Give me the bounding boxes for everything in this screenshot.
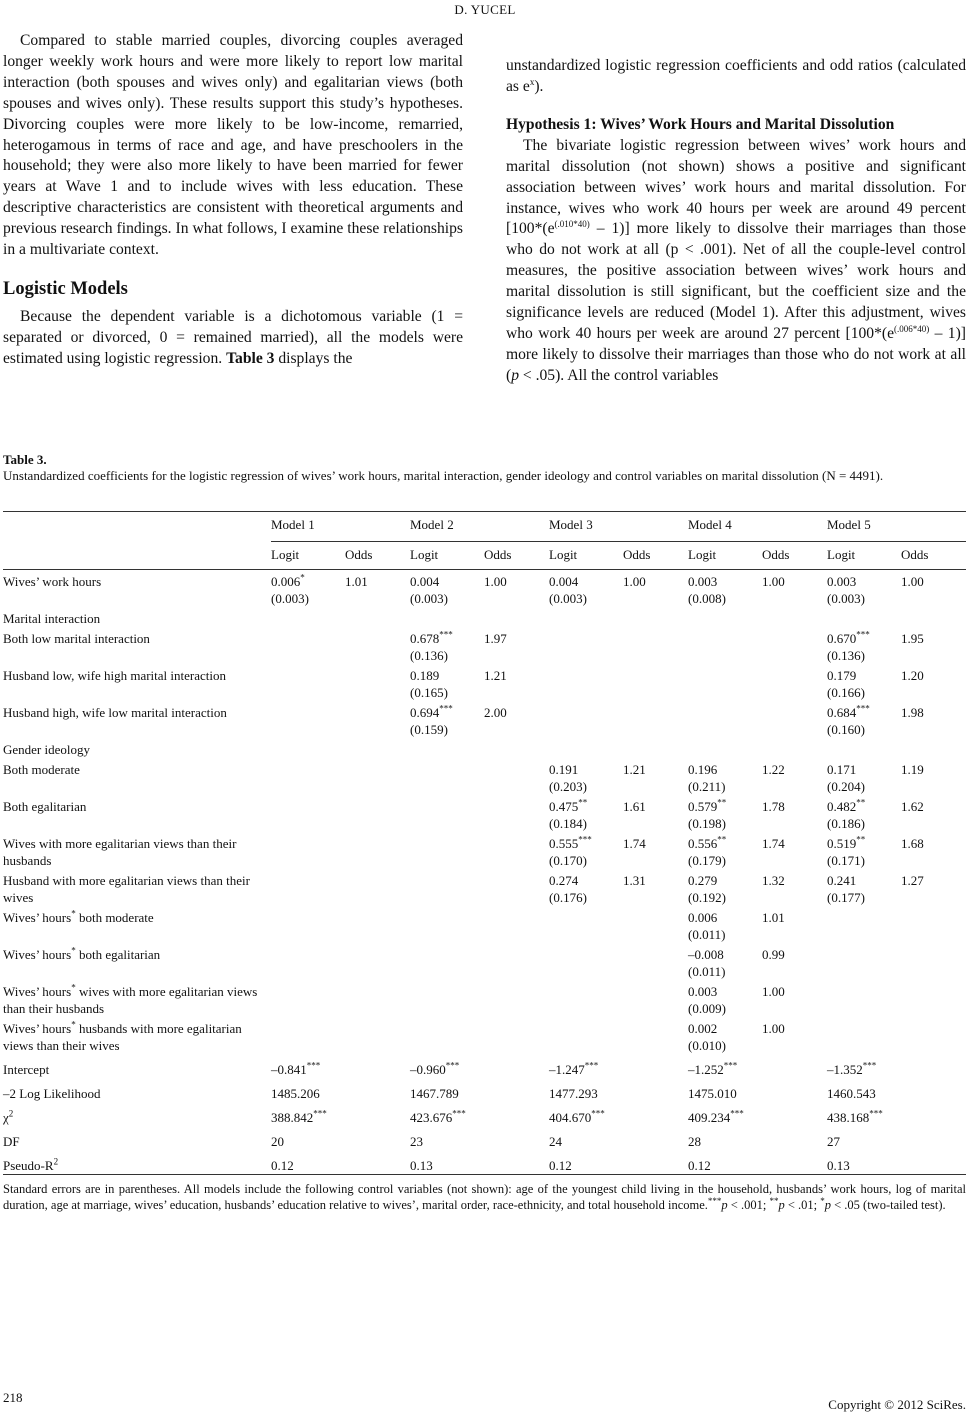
stats-row bbox=[3, 1150, 966, 1175]
table-row bbox=[3, 664, 966, 701]
row-label: DF bbox=[3, 1134, 20, 1149]
logit-cell bbox=[549, 738, 623, 758]
table-description: Unstandardized coefficients for the logistic regression of wives’ work hours, marital interaction, gender ideology and control variables on marital dissolution (N = 4491). bbox=[3, 468, 884, 483]
table-row bbox=[3, 607, 966, 627]
odds-cell bbox=[762, 664, 827, 701]
table-row bbox=[3, 758, 966, 795]
section-title: Logistic Models bbox=[3, 278, 128, 299]
stat-cell: –1.352*** bbox=[827, 1060, 877, 1077]
odds-cell bbox=[345, 701, 410, 738]
model-header: Model 4 bbox=[688, 512, 827, 542]
stat-cell: 1467.789 bbox=[410, 1086, 459, 1101]
odds-cell bbox=[901, 906, 966, 943]
odds-cell: 1.00 bbox=[623, 574, 646, 589]
table-row bbox=[3, 832, 966, 869]
logit-cell: 0.684*** (0.160) bbox=[827, 703, 870, 737]
odds-cell bbox=[345, 627, 410, 664]
logit-cell bbox=[827, 607, 901, 627]
logit-cell bbox=[271, 738, 345, 758]
logit-cell: 0.670*** (0.136) bbox=[827, 629, 870, 663]
logit-cell bbox=[827, 906, 901, 943]
paragraph: unstandardized logistic regression coefficients and odd ratios (calculated as $e^x$). bbox=[506, 57, 966, 95]
logit-cell bbox=[549, 627, 623, 664]
logit-cell: 0.004 (0.003) bbox=[549, 574, 587, 606]
stat-blank bbox=[762, 1078, 827, 1102]
logit-cell bbox=[827, 738, 901, 758]
odds-cell: 1.68 bbox=[901, 836, 924, 851]
logit-cell bbox=[827, 980, 901, 1017]
model-header: Model 2 bbox=[410, 512, 549, 542]
model-header: Model 3 bbox=[549, 512, 688, 542]
odds-cell: 1.31 bbox=[623, 873, 646, 888]
logit-cell bbox=[271, 627, 345, 664]
odds-cell bbox=[623, 738, 688, 758]
odds-cell bbox=[484, 869, 549, 906]
logit-cell bbox=[271, 795, 345, 832]
stat-cell: 1485.206 bbox=[271, 1086, 320, 1101]
odds-cell: 1.21 bbox=[484, 668, 507, 683]
logit-cell: 0.694*** (0.159) bbox=[410, 703, 453, 737]
odds-cell bbox=[484, 832, 549, 869]
odds-cell bbox=[345, 869, 410, 906]
odds-cell: 1.78 bbox=[762, 799, 785, 814]
odds-cell: 1.00 bbox=[762, 984, 785, 999]
stat-cell: –1.247*** bbox=[549, 1060, 599, 1077]
logit-cell: 0.006* (0.003) bbox=[271, 572, 309, 606]
logit-cell: 0.003 (0.003) bbox=[827, 574, 865, 606]
odds-cell bbox=[484, 906, 549, 943]
logit-cell: 0.006 (0.011) bbox=[688, 910, 726, 942]
paragraph: The bivariate logistic regression between wives’ work hours and marital dissolution (not shown) shows a positive and significant association between wives’ work hours and marital dissolution. For instance, wives who work 40 hours per week are around 49 percent $[100*(e^{(.010*40)} - 1)]$ more likely to dissolve their marriages than those who do not work at all (p < .001). Net of all the couple-level control measures, the positive association between wives’ work hours and marital dissolution is still significant, but the coefficient size and the significance levels are reduced (Model 1). After this adjustment, wives who work 40 hours per week are around 27 percent $[100*(e^{(.006*40)} - 1)]$ more likely to dissolve their marriages than those who do not work at all (p < .05). All the control variables bbox=[506, 136, 966, 384]
stat-blank bbox=[484, 1102, 549, 1126]
stat-blank bbox=[345, 1054, 410, 1078]
logit-cell bbox=[271, 832, 345, 869]
odds-cell: 1.22 bbox=[762, 762, 785, 777]
logit-cell bbox=[271, 906, 345, 943]
table-row bbox=[3, 701, 966, 738]
logit-cell bbox=[549, 980, 623, 1017]
stat-cell: 28 bbox=[688, 1134, 701, 1149]
odds-cell: 1.21 bbox=[623, 762, 646, 777]
odds-cell bbox=[762, 627, 827, 664]
logit-cell bbox=[410, 795, 484, 832]
logit-cell bbox=[271, 664, 345, 701]
odds-cell bbox=[901, 980, 966, 1017]
regression-table bbox=[3, 511, 966, 1213]
table-row bbox=[3, 943, 966, 980]
row-label: Both low marital interaction bbox=[3, 631, 150, 646]
odds-cell bbox=[901, 607, 966, 627]
stat-cell: 23 bbox=[410, 1134, 423, 1149]
logit-cell bbox=[271, 869, 345, 906]
table-row bbox=[3, 795, 966, 832]
logit-header: Logit bbox=[549, 542, 623, 570]
logit-cell bbox=[410, 869, 484, 906]
logit-cell bbox=[688, 627, 762, 664]
odds-header: Odds bbox=[762, 542, 827, 570]
odds-cell bbox=[623, 980, 688, 1017]
model-header: Model 5 bbox=[827, 512, 966, 542]
odds-cell bbox=[484, 943, 549, 980]
header-blank bbox=[3, 542, 271, 570]
odds-cell: 1.98 bbox=[901, 705, 924, 720]
logit-cell bbox=[410, 758, 484, 795]
odds-cell: 1.01 bbox=[345, 574, 368, 589]
stat-cell: 0.12 bbox=[688, 1158, 711, 1173]
odds-cell: 1.27 bbox=[901, 873, 924, 888]
stat-blank bbox=[345, 1150, 410, 1175]
logit-cell bbox=[410, 607, 484, 627]
odds-cell: 1.00 bbox=[901, 574, 924, 589]
odds-cell bbox=[623, 627, 688, 664]
stat-cell: –0.841*** bbox=[271, 1060, 321, 1077]
stat-cell: 388.842*** bbox=[271, 1108, 327, 1125]
odds-cell: 1.97 bbox=[484, 631, 507, 646]
row-label: Intercept bbox=[3, 1062, 50, 1077]
logit-cell bbox=[410, 832, 484, 869]
table-note: Standard errors are in parentheses. All models include the following control variables (not shown): age of the youngest child living in the household, husbands’ work hours, log of marital duration, age at marriage, wives’ education, husbands’ education relative to wives’, marital order, race-ethnicity, and total household income.***p < .001; **p < .01; *p < .05 (two-tailed test). bbox=[3, 1175, 966, 1214]
stat-blank bbox=[901, 1102, 966, 1126]
table-row bbox=[3, 627, 966, 664]
table-row bbox=[3, 738, 966, 758]
odds-cell: 1.01 bbox=[762, 910, 785, 925]
odds-cell bbox=[484, 607, 549, 627]
odds-cell: 1.00 bbox=[762, 574, 785, 589]
logit-cell bbox=[410, 906, 484, 943]
odds-cell bbox=[345, 943, 410, 980]
row-label: Wives’ hours* both moderate bbox=[3, 908, 154, 925]
stat-blank bbox=[484, 1150, 549, 1175]
logit-cell bbox=[688, 701, 762, 738]
copyright-notice: Copyright © 2012 SciRes. bbox=[828, 1397, 966, 1412]
stat-blank bbox=[623, 1150, 688, 1175]
logit-cell bbox=[271, 1017, 345, 1054]
logit-cell: 0.196 (0.211) bbox=[688, 762, 726, 794]
logit-cell bbox=[827, 943, 901, 980]
logit-header: Logit bbox=[271, 542, 345, 570]
odds-cell: 1.00 bbox=[484, 574, 507, 589]
logit-cell bbox=[271, 943, 345, 980]
left-column bbox=[3, 31, 463, 370]
odds-cell: 1.32 bbox=[762, 873, 785, 888]
stat-cell: 423.676*** bbox=[410, 1108, 466, 1125]
hypothesis-heading: Hypothesis 1: Wives’ Work Hours and Marital Dissolution bbox=[506, 115, 895, 133]
odds-cell bbox=[345, 738, 410, 758]
logit-cell bbox=[549, 701, 623, 738]
stat-blank bbox=[623, 1126, 688, 1150]
logit-cell: 0.579** (0.198) bbox=[688, 797, 727, 831]
odds-cell: 1.00 bbox=[762, 1021, 785, 1036]
stat-cell: 24 bbox=[549, 1134, 562, 1149]
stat-blank bbox=[901, 1078, 966, 1102]
odds-cell bbox=[484, 758, 549, 795]
row-label: $\chi^2$ bbox=[3, 1108, 14, 1125]
odds-cell bbox=[623, 664, 688, 701]
logit-cell: 0.482** (0.186) bbox=[827, 797, 866, 831]
paragraph: Compared to stable married couples, divorcing couples averaged longer weekly work hours and were more likely to report low marital interaction (both spouses and wives only) and egalitarian views (both spouses and wives only). These results support this study’s hypotheses. Divorcing couples were more likely to be low-income, remarried, heterogamous in terms of race and age, and have preschoolers in the household; they were also more likely to have been married for fewer years at Wave 1 and to include wives with less education. These descriptive characteristics are consistent with theoretical arguments and previous research findings. In what follows, I examine these relationships in a multivariate context. bbox=[3, 32, 463, 259]
logit-cell: 0.274 (0.176) bbox=[549, 873, 587, 905]
stat-cell: 20 bbox=[271, 1134, 284, 1149]
odds-cell bbox=[623, 1017, 688, 1054]
odds-cell bbox=[762, 701, 827, 738]
stat-blank bbox=[901, 1054, 966, 1078]
logit-cell: 0.241 (0.177) bbox=[827, 873, 865, 905]
logit-cell: 0.003 (0.008) bbox=[688, 574, 726, 606]
odds-cell bbox=[901, 1017, 966, 1054]
stat-blank bbox=[901, 1126, 966, 1150]
stats-row bbox=[3, 1078, 966, 1102]
odds-cell bbox=[345, 906, 410, 943]
row-label: Husband with more egalitarian views than their wives bbox=[3, 873, 250, 905]
logit-cell: 0.519** (0.171) bbox=[827, 834, 866, 868]
stat-cell: 1475.010 bbox=[688, 1086, 737, 1101]
odds-cell bbox=[484, 795, 549, 832]
stat-blank bbox=[345, 1126, 410, 1150]
row-label: –2 Log Likelihood bbox=[3, 1086, 101, 1101]
stat-cell: 404.670*** bbox=[549, 1108, 605, 1125]
odds-cell bbox=[484, 738, 549, 758]
odds-cell: 1.62 bbox=[901, 799, 924, 814]
odds-cell bbox=[484, 980, 549, 1017]
stat-cell: –1.252*** bbox=[688, 1060, 738, 1077]
row-label: Wives’ hours* husbands with more egalitarian views than their wives bbox=[3, 1019, 242, 1053]
logit-header: Logit bbox=[410, 542, 484, 570]
right-column bbox=[506, 56, 966, 387]
logit-cell bbox=[827, 1017, 901, 1054]
odds-cell bbox=[762, 607, 827, 627]
logit-cell bbox=[549, 1017, 623, 1054]
row-label: Wives’ work hours bbox=[3, 574, 102, 589]
row-label: Wives’ hours* both egalitarian bbox=[3, 945, 161, 962]
odds-header: Odds bbox=[901, 542, 966, 570]
table-row bbox=[3, 869, 966, 906]
stat-blank bbox=[623, 1102, 688, 1126]
table-caption bbox=[3, 452, 965, 484]
row-label: Pseudo-$R^2$ bbox=[3, 1156, 59, 1173]
odds-cell bbox=[762, 738, 827, 758]
row-label: Wives’ hours* wives with more egalitarian views than their husbands bbox=[3, 982, 258, 1016]
logit-header: Logit bbox=[827, 542, 901, 570]
stat-cell: 1477.293 bbox=[549, 1086, 598, 1101]
stat-blank bbox=[901, 1150, 966, 1175]
model-header: Model 1 bbox=[271, 512, 410, 542]
logit-cell: 0.171 (0.204) bbox=[827, 762, 865, 794]
row-label: Gender ideology bbox=[3, 742, 91, 757]
odds-header: Odds bbox=[345, 542, 410, 570]
odds-cell: 1.74 bbox=[762, 836, 785, 851]
table-row bbox=[3, 1017, 966, 1054]
logit-cell: 0.004 (0.003) bbox=[410, 574, 448, 606]
logit-cell bbox=[549, 607, 623, 627]
row-label: Marital interaction bbox=[3, 611, 101, 626]
row-label: Both egalitarian bbox=[3, 799, 87, 814]
logit-cell bbox=[410, 738, 484, 758]
odds-cell bbox=[901, 738, 966, 758]
stat-blank bbox=[623, 1078, 688, 1102]
stat-blank bbox=[345, 1102, 410, 1126]
logit-cell bbox=[688, 664, 762, 701]
stat-blank bbox=[762, 1054, 827, 1078]
stat-cell: 409.234*** bbox=[688, 1108, 744, 1125]
paragraph: Because the dependent variable is a dichotomous variable (1 = separated or divorced, 0 = remained married), all the models were estimated using logistic regression. Table 3 displays the bbox=[3, 307, 463, 367]
odds-header: Odds bbox=[623, 542, 688, 570]
logit-cell: 0.556** (0.179) bbox=[688, 834, 727, 868]
stat-blank bbox=[484, 1078, 549, 1102]
stat-blank bbox=[484, 1126, 549, 1150]
stat-cell: 27 bbox=[827, 1134, 840, 1149]
odds-cell: 1.20 bbox=[901, 668, 924, 683]
table-row bbox=[3, 906, 966, 943]
logit-cell: 0.002 (0.010) bbox=[688, 1021, 726, 1053]
odds-cell bbox=[484, 1017, 549, 1054]
logit-cell bbox=[410, 1017, 484, 1054]
logit-cell bbox=[549, 906, 623, 943]
page-number: 218 bbox=[3, 1390, 23, 1405]
table-row bbox=[3, 570, 966, 608]
logit-cell: 0.189 (0.165) bbox=[410, 668, 448, 700]
odds-cell bbox=[345, 1017, 410, 1054]
stat-cell: 0.13 bbox=[410, 1158, 433, 1173]
odds-cell bbox=[345, 980, 410, 1017]
stat-cell: 438.168*** bbox=[827, 1108, 883, 1125]
stat-cell: 0.12 bbox=[549, 1158, 572, 1173]
logit-cell bbox=[688, 607, 762, 627]
stat-blank bbox=[484, 1054, 549, 1078]
odds-cell bbox=[345, 832, 410, 869]
row-label: Both moderate bbox=[3, 762, 80, 777]
odds-cell bbox=[345, 607, 410, 627]
odds-cell bbox=[623, 906, 688, 943]
stats-row bbox=[3, 1126, 966, 1150]
odds-cell: 1.74 bbox=[623, 836, 646, 851]
logit-cell bbox=[271, 758, 345, 795]
stat-blank bbox=[345, 1078, 410, 1102]
logit-cell: 0.179 (0.166) bbox=[827, 668, 865, 700]
logit-cell bbox=[549, 943, 623, 980]
logit-cell: 0.475** (0.184) bbox=[549, 797, 588, 831]
odds-cell: 1.19 bbox=[901, 762, 924, 777]
header-blank bbox=[3, 512, 271, 542]
row-label: Husband low, wife high marital interaction bbox=[3, 668, 226, 683]
logit-cell bbox=[410, 943, 484, 980]
odds-cell: 1.61 bbox=[623, 799, 646, 814]
logit-cell: –0.008 (0.011) bbox=[688, 947, 726, 979]
stat-cell: 0.13 bbox=[827, 1158, 850, 1173]
odds-cell bbox=[623, 607, 688, 627]
stats-row bbox=[3, 1102, 966, 1126]
stat-cell: 1460.543 bbox=[827, 1086, 876, 1101]
odds-cell bbox=[901, 943, 966, 980]
logit-cell: 0.555*** (0.170) bbox=[549, 834, 592, 868]
logit-cell bbox=[271, 701, 345, 738]
running-head: D. YUCEL bbox=[454, 2, 516, 17]
odds-cell bbox=[345, 664, 410, 701]
odds-cell bbox=[623, 943, 688, 980]
stat-cell: –0.960*** bbox=[410, 1060, 460, 1077]
logit-cell: 0.279 (0.192) bbox=[688, 873, 726, 905]
logit-cell bbox=[410, 980, 484, 1017]
row-label: Husband high, wife low marital interaction bbox=[3, 705, 227, 720]
logit-cell: 0.191 (0.203) bbox=[549, 762, 587, 794]
odds-header: Odds bbox=[484, 542, 549, 570]
logit-cell bbox=[549, 664, 623, 701]
logit-cell: 0.678*** (0.136) bbox=[410, 629, 453, 663]
logit-cell bbox=[271, 607, 345, 627]
stat-blank bbox=[762, 1126, 827, 1150]
table-label: Table 3. bbox=[3, 452, 47, 467]
odds-cell bbox=[345, 795, 410, 832]
logit-cell: 0.003 (0.009) bbox=[688, 984, 726, 1016]
odds-cell bbox=[345, 758, 410, 795]
stats-row bbox=[3, 1054, 966, 1078]
logit-cell bbox=[688, 738, 762, 758]
odds-cell: 0.99 bbox=[762, 947, 785, 962]
odds-cell bbox=[623, 701, 688, 738]
stat-blank bbox=[762, 1150, 827, 1175]
odds-cell: 1.95 bbox=[901, 631, 924, 646]
table-row bbox=[3, 980, 966, 1017]
row-label: Wives with more egalitarian views than their husbands bbox=[3, 836, 237, 868]
stat-cell: 0.12 bbox=[271, 1158, 294, 1173]
stat-blank bbox=[762, 1102, 827, 1126]
logit-header: Logit bbox=[688, 542, 762, 570]
odds-cell: 2.00 bbox=[484, 705, 507, 720]
logit-cell bbox=[271, 980, 345, 1017]
stat-blank bbox=[623, 1054, 688, 1078]
table-reference: Table 3 bbox=[226, 349, 275, 367]
